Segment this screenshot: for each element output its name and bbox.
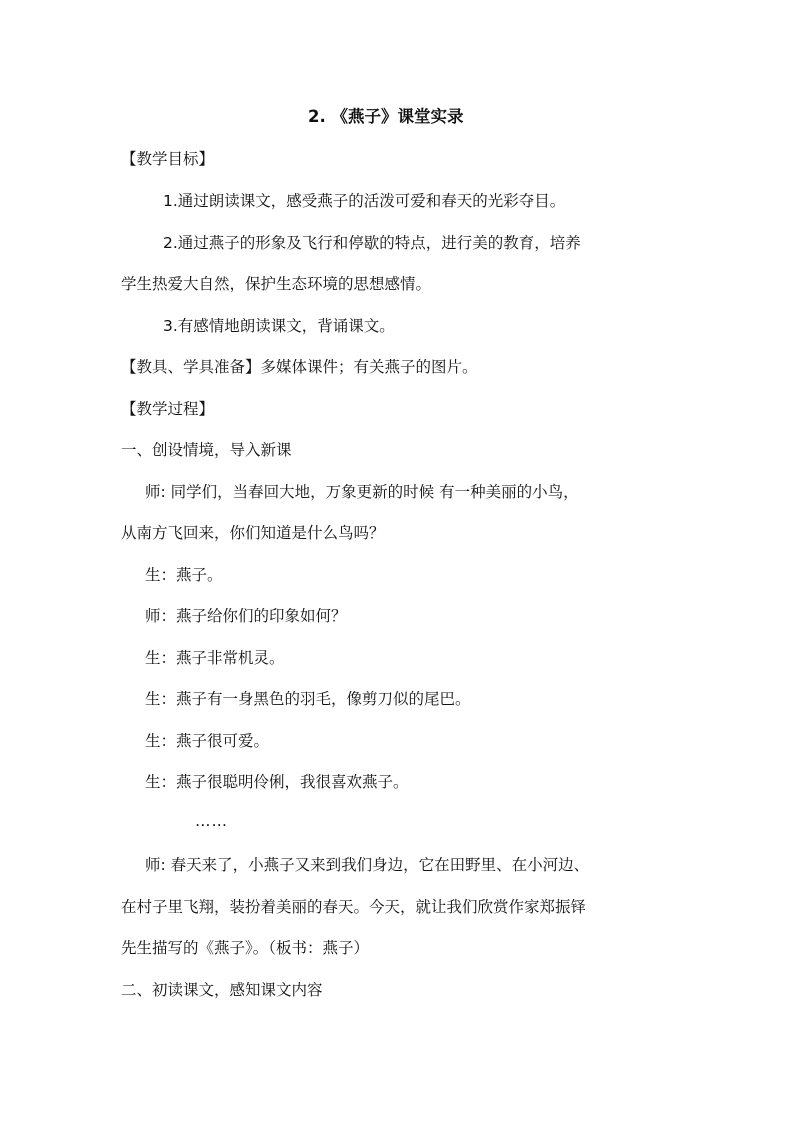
objective-3: 3.有感情地朗读课文，背诵课文。 (163, 317, 395, 335)
subsection-heading-1: 一、创设情境，导入新课 (121, 441, 292, 459)
objective-2-line-2: 学生热爱大自然，保护生态环境的思想感情。 (121, 275, 432, 293)
section-heading-process: 【教学过程】 (121, 400, 215, 418)
dialogue-line: 生：燕子很聪明伶俐，我很喜欢燕子。 (145, 773, 409, 791)
subsection-heading-2: 二、初读课文，感知课文内容 (121, 981, 323, 999)
dialogue-line: 生：燕子。 (145, 566, 223, 584)
dialogue-line: 生：燕子有一身黑色的羽毛，像剪刀似的尾巴。 (145, 690, 471, 708)
objective-1: 1.通过朗读课文，感受燕子的活泼可爱和春天的光彩夺目。 (163, 192, 566, 210)
dialogue-line: 生：燕子非常机灵。 (145, 649, 285, 667)
section-heading-materials: 【教具、学具准备】多媒体课件；有关燕子的图片。 (121, 358, 478, 376)
dialogue-line: 师: 春天来了，小燕子又来到我们身边，它在田野里、在小河边、 (145, 856, 590, 874)
objective-2-line-1: 2.通过燕子的形象及飞行和停歇的特点，进行美的教育，培养 (163, 234, 581, 252)
dialogue-line: 先生描写的《燕子》。（板书：燕子） (121, 939, 370, 957)
dialogue-line: 师：燕子给你们的印象如何？ (145, 607, 347, 625)
dialogue-line: 从南方飞回来，你们知道是什么鸟吗？ (121, 524, 385, 542)
ellipsis: …… (195, 812, 228, 830)
dialogue-line: 师: 同学们，当春回大地，万象更新的时候 有一种美丽的小鸟， (145, 483, 579, 501)
document-title: 2. 《燕子》课堂实录 (308, 107, 464, 126)
section-heading-objectives: 【教学目标】 (121, 150, 215, 168)
dialogue-line: 生：燕子很可爱。 (145, 732, 270, 750)
dialogue-line: 在村子里飞翔，装扮着美丽的春天。今天，就让我们欣赏作家郑振铎 (121, 898, 587, 916)
